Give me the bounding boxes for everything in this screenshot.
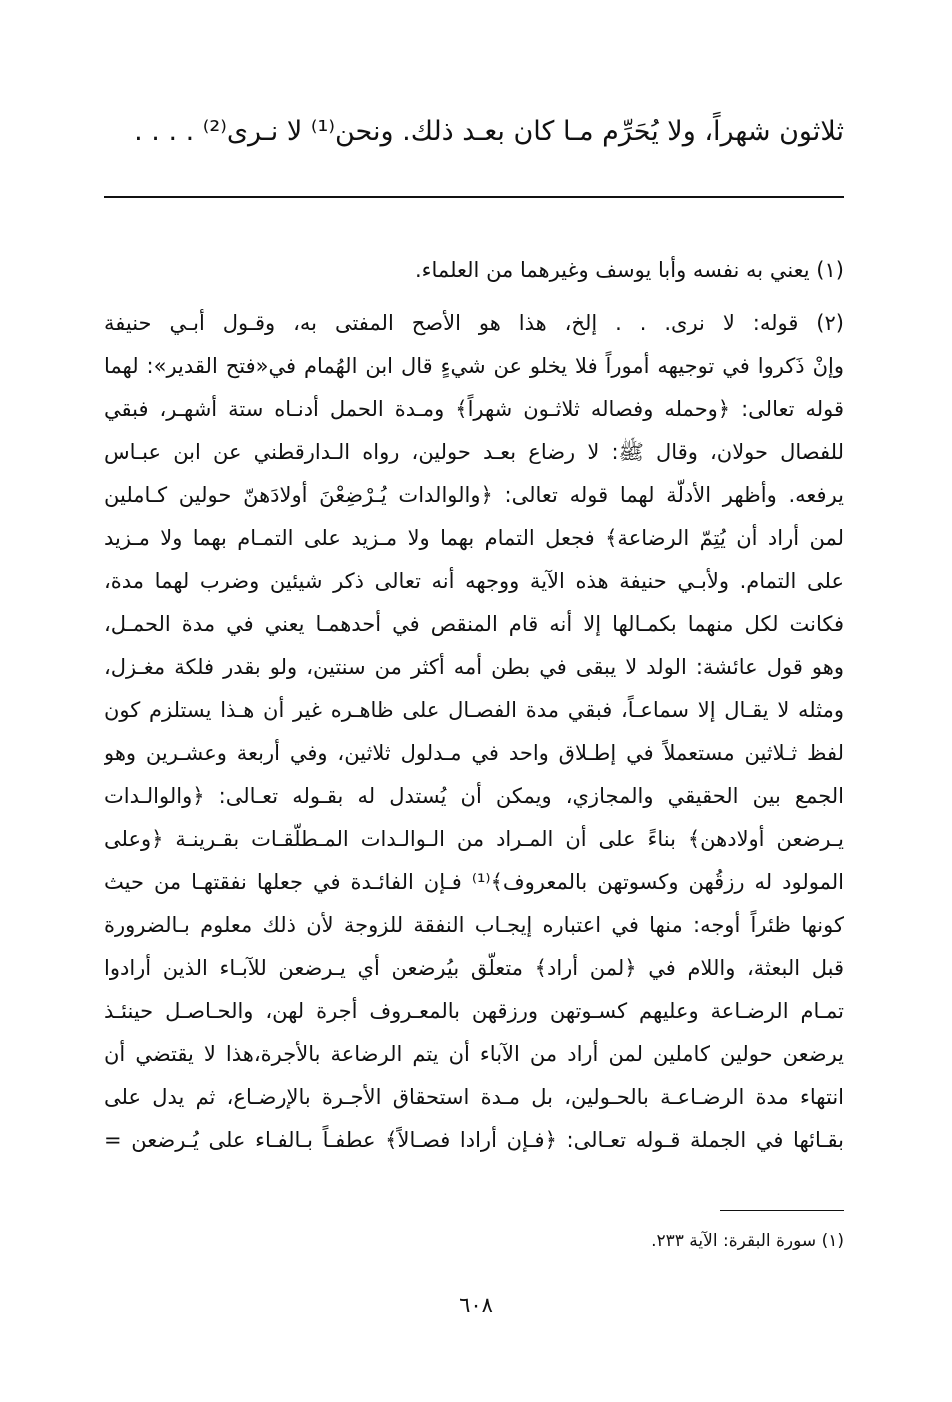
footnote-2-line: لفظ ثـلاثين مستعملاً في إطـلاق واحد في مـدلول ثلاثين، وفي أربعة وعشـرين وهو (104, 741, 844, 765)
footnote-2-line: (٢) قوله: لا نرى. . . إلخ، هذا هو الأصح المفتى به، وقـول أبـي حنيفة (104, 311, 844, 335)
footnote-2-line: انتهاء مدة الرضـاعـة بالحـولين، بل مـدة استحقاق الأجـرة بالإرضـاع، ثم يدل على (104, 1085, 844, 1109)
sub-footnote: (١) سورة البقرة: الآية ٢٣٣. (651, 1231, 844, 1251)
footnote-2-line: تمـام الرضـاعة وعليهم كسـوتهن ورزقهن بالمعـروف أجرة لهن، والحـاصـل حينئـذ (104, 999, 844, 1023)
footnote-2-line: يـرضعن أولادهن﴾ بناءً على أن المـراد من الـوالـدات المـطلّقـات بقـرينـة ﴿وعلى (104, 827, 844, 851)
footnote-2-line: قبل البعثة، واللام في ﴿لمن أراد﴾ متعلّق بيُرضعن أي يـرضعن للآبـاء الذين أرادوا (104, 956, 844, 980)
footnote-2-line: وهو قول عائشة: الولد لا يبقى في بطن أمه أكثر من سنتين، ولو بقدر فلكة مغـزل، (104, 655, 844, 679)
footnote-2-line: فكانت لكل منهما بكمـالها إلا أنه قام المنقص في أحدهمـا يعني في مدة الحمـل، (104, 612, 844, 636)
footnote-separator (104, 196, 844, 198)
footnote-2-line: وإنْ ذَكروا في توجيهه أموراً فلا يخلو عن شيءٍ قال ابن الهُمام في«فتح القدير»: لهما (104, 354, 844, 378)
footnote-2-line: لمن أراد أن يُتِمّ الرضاعة﴾ فجعل التمام بهما ولا مـزيد على التمـام بهما ولا مـزيد (104, 526, 844, 550)
footnote-1: (١) يعني به نفسه وأبا يوسف وغيرهما من العلماء. (414, 258, 844, 282)
page-number: ٦٠٨ (459, 1293, 493, 1317)
main-text-line: ثلاثون شهراً، ولا يُحَرِّم مـا كان بعـد ذلك. ونحن⁽¹⁾ لا نـرى⁽²⁾ . . . . (134, 116, 844, 147)
sub-footnote-separator (720, 1210, 844, 1211)
footnote-2-line: كونها ظئراً أوجه: منها في اعتباره إيجـاب النفقة للزوجة لأن ذلك معلوم بـالضرورة (104, 913, 844, 937)
footnote-2-line: للفصال حولان، وقال ﷺ: لا رضاع بعـد حولين، رواه الـدارقطني عن ابن عبـاس (104, 440, 844, 464)
footnote-2-line: يرضعن حولين كاملين لمن أراد من الآباء أن يتم الرضاعة بالأجرة،هذا لا يقتضي أن (104, 1042, 844, 1066)
footnote-2-line: قوله تعالى: ﴿وحمله وفصاله ثلاثـون شهراً﴾ ومـدة الحمل أدنـاه ستة أشهـر، فبقي (104, 397, 844, 421)
footnote-2-line: على التمام. ولأبـي حنيفة هذه الآية ووجهه أنه تعالى ذكر شيئين وضرب لهما مدة، (104, 569, 844, 593)
footnote-2-line: يرفعه. وأظهر الأدلّة لهما قوله تعالى: ﴿والوالدات يُـرْضِعْنَ أولادَهنّ حولين كـاملين (104, 483, 844, 507)
footnote-2-line: الجمع بين الحقيقي والمجازي، ويمكن أن يُستدل له بقـوله تعـالى: ﴿والوالـدات (104, 784, 844, 808)
footnote-2-line: ومثله لا يقـال إلا سماعـاً، فبقي مدة الفصـال على ظاهـره غير أن هـذا يستلزم كون (104, 698, 844, 722)
footnote-2-line: بقـائها في الجملة قـوله تعـالى: ﴿فـإن أرادا فصـالاً﴾ عطفـاً بـالفـاء على يُـرضعن = (104, 1128, 844, 1152)
footnote-2-line: المولود له رزقُهن وكسوتهن بالمعروف﴾⁽¹⁾ فـإن الفائـدة في جعلها نفقتهـا من حيث (104, 870, 844, 894)
